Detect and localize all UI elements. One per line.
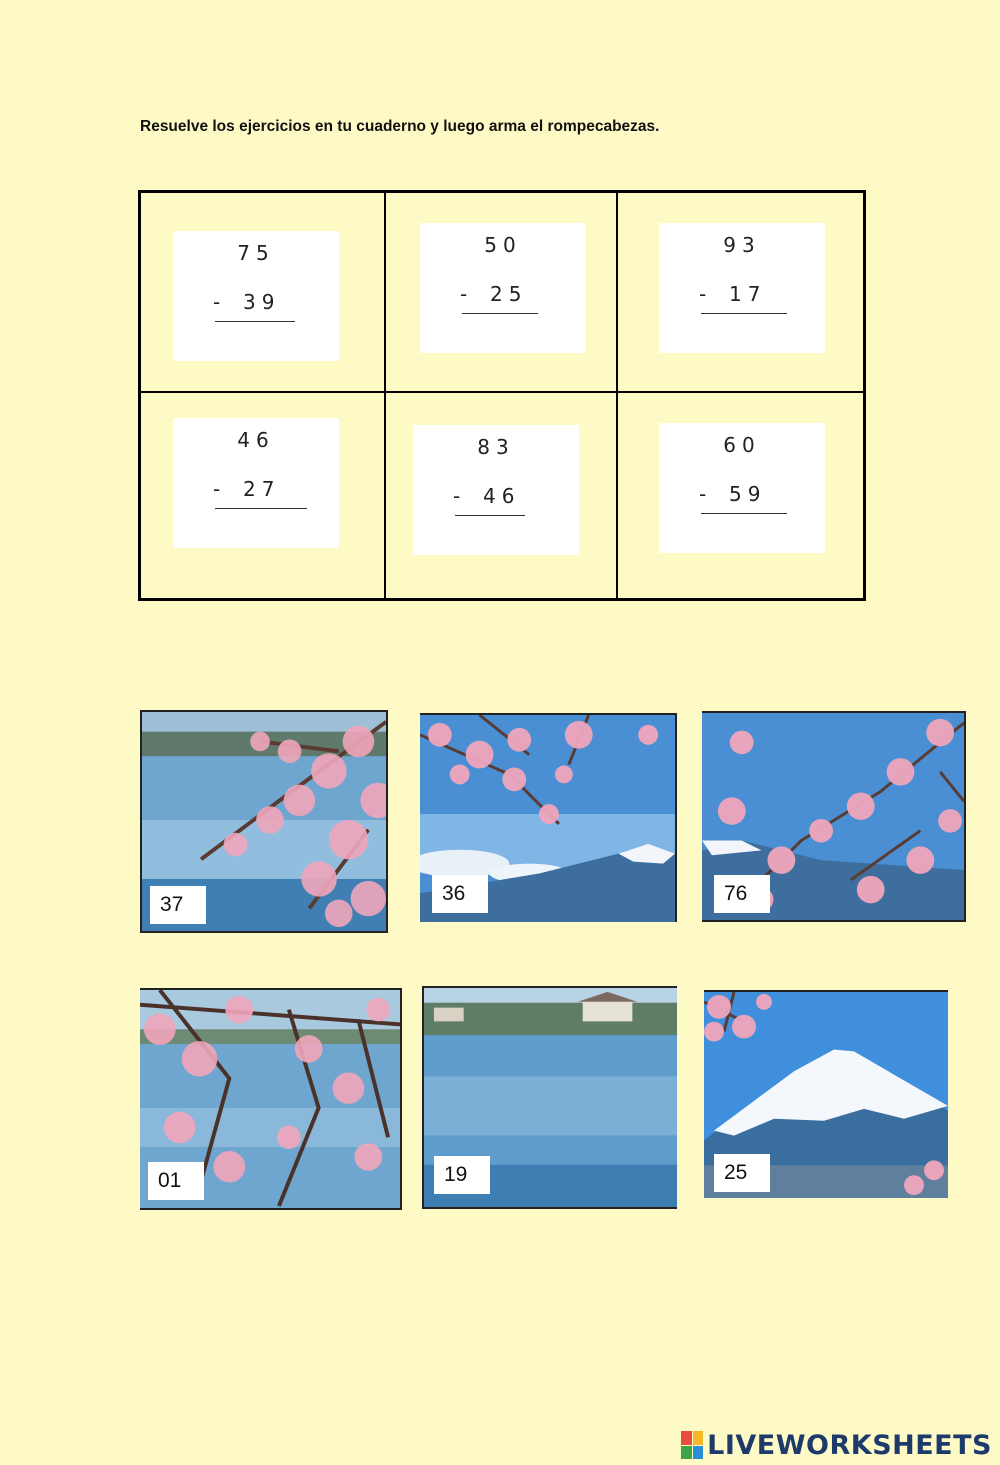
minus-sign: - [453, 484, 461, 508]
piece-label: 37 [150, 886, 206, 924]
exercise-card [659, 423, 825, 553]
subtrahend: 39 [243, 290, 281, 314]
puzzle-piece[interactable] [422, 986, 677, 1209]
piece-label: 36 [432, 875, 488, 913]
minuend: 75 [237, 241, 275, 265]
answer-line [701, 513, 787, 514]
liveworksheets-logo [681, 1428, 992, 1462]
subtrahend: 46 [483, 484, 521, 508]
piece-label: 25 [714, 1154, 770, 1192]
answer-line [215, 508, 307, 509]
answer-line [462, 313, 538, 314]
puzzle-piece[interactable] [702, 711, 966, 922]
grid-divider [141, 391, 863, 393]
answer-line [215, 321, 295, 322]
puzzle-piece[interactable] [420, 713, 677, 922]
exercise-card [173, 418, 339, 548]
minuend: 50 [484, 233, 522, 257]
minuend: 60 [723, 433, 761, 457]
minuend: 83 [477, 435, 515, 459]
piece-label: 19 [434, 1156, 490, 1194]
puzzle-piece[interactable] [704, 990, 948, 1198]
minuend: 93 [723, 233, 761, 257]
logo-icon [681, 1431, 703, 1459]
subtrahend: 59 [729, 482, 767, 506]
minus-sign: - [699, 282, 707, 306]
subtrahend: 27 [243, 477, 281, 501]
puzzle-piece[interactable] [140, 710, 388, 933]
minus-sign: - [699, 482, 707, 506]
minus-sign: - [213, 290, 221, 314]
answer-line [701, 313, 787, 314]
exercise-grid [138, 190, 866, 601]
piece-label: 76 [714, 875, 770, 913]
exercise-card [659, 223, 825, 353]
subtrahend: 17 [729, 282, 767, 306]
minus-sign: - [213, 477, 221, 501]
grid-divider [384, 193, 386, 598]
minuend: 46 [237, 428, 275, 452]
exercise-card [413, 425, 579, 555]
exercise-card [420, 223, 586, 353]
minus-sign: - [460, 282, 468, 306]
instruction-text: Resuelve los ejercicios en tu cuaderno y luego arma el rompecabezas. [140, 118, 660, 135]
grid-divider [616, 193, 618, 598]
piece-label: 01 [148, 1162, 204, 1200]
puzzle-piece[interactable] [140, 988, 402, 1210]
answer-line [455, 515, 525, 516]
logo-text: LIVEWORKSHEETS [707, 1429, 992, 1461]
subtrahend: 25 [490, 282, 528, 306]
exercise-card [173, 231, 339, 361]
